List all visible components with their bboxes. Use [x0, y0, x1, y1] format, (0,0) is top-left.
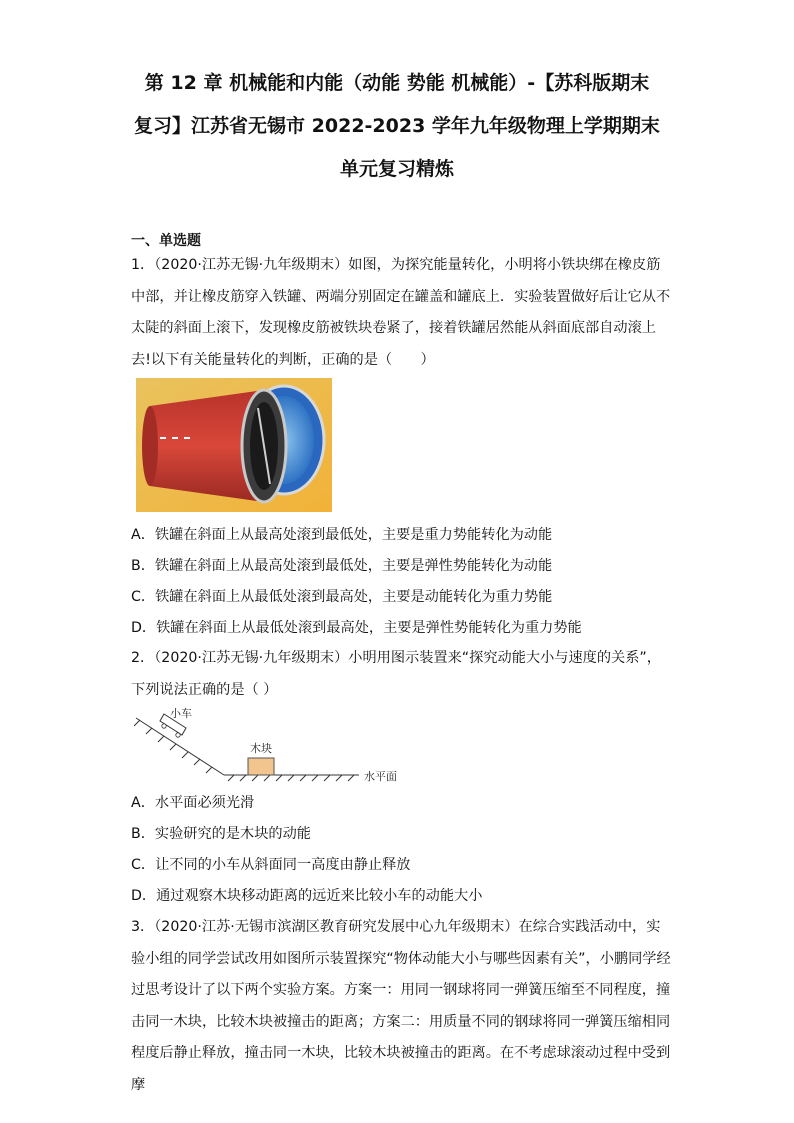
title-line-2: 复习】江苏省无锡市 2022-2023 学年九年级物理上学期期末 — [134, 115, 660, 137]
question-1-option-a: A．铁罐在斜面上从最高处滚到最低处，主要是重力势能转化为动能 — [131, 527, 553, 543]
question-2-option-c: C．让不同的小车从斜面同一高度由静止释放 — [131, 857, 411, 873]
label-ground: 水平面 — [364, 770, 397, 783]
question-2-option-b: B．实验研究的是木块的动能 — [131, 826, 311, 842]
title-line-1: 第 12 章 机械能和内能（动能 势能 机械能）-【苏科版期末 — [144, 72, 650, 94]
question-3-text: 3．（2020·江苏·无锡市滨湖区教育研究发展中心九年级期末）在综合实践活动中，实验小组的同学尝试改用如图所示装置探究“物体动能大小与哪些因素有关”，小鹏同学经过思考设计了以下两个实验方案。方案一：用同一钢球将同一弹簧压缩至不同程度，撞击同一木块，比较木块被撞击的距离；方案二：用质量不同的钢球将同一弹簧压缩相同程度后静止释放，撞击同一木块，比较木块被撞击的距离。在不考虑球滚动过程中受到摩 — [131, 919, 671, 1093]
question-1-option-d: D．铁罐在斜面上从最低处滚到最高处，主要是弹性势能转化为重力势能 — [131, 620, 582, 636]
question-1-option-c: C．铁罐在斜面上从最低处滚到最高处，主要是动能转化为重力势能 — [131, 589, 553, 605]
incline-experiment-diagram — [134, 704, 404, 784]
document-title — [100, 62, 694, 191]
label-block: 木块 — [250, 742, 272, 755]
question-1-option-b: B．铁罐在斜面上从最高处滚到最低处，主要是弹性势能转化为动能 — [131, 558, 553, 574]
question-2-option-a: A．水平面必须光滑 — [131, 795, 255, 811]
iron-can-photo — [136, 378, 332, 512]
wooden-block — [248, 758, 274, 775]
question-1-text: 1．（2020·江苏无锡·九年级期末）如图，为探究能量转化，小明将小铁块绑在橡皮筋中部，并让橡皮筋穿入铁罐、两端分别固定在罐盖和罐底上．实验装置做好后让它从不太陡的斜面上滚下，发现橡皮筋被铁块卷紧了，接着铁罐居然能从斜面底部自动滚上去!以下有关能量转化的判断，正确的是（ ） — [131, 257, 671, 368]
label-car: 小车 — [170, 707, 192, 720]
title-line-3: 单元复习精炼 — [339, 158, 454, 180]
question-2-text: 2．（2020·江苏无锡·九年级期末）小明用图示装置来“探究动能大小与速度的关系”，下列说法正确的是（ ） — [131, 650, 661, 698]
question-2-option-d: D．通过观察木块移动距离的远近来比较小车的动能大小 — [131, 888, 483, 904]
section-heading: 一、单选题 — [131, 233, 201, 249]
